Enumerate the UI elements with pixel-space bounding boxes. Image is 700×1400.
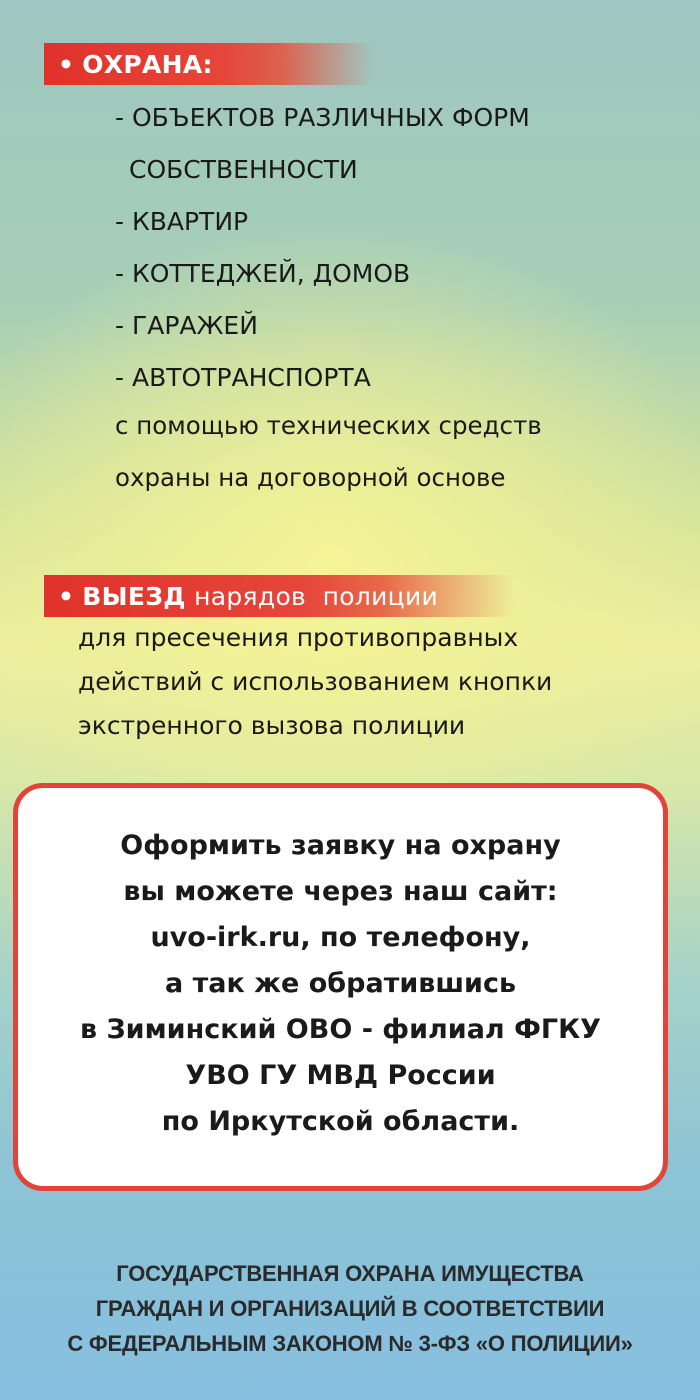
dispatch-heading-bar [44,575,514,617]
contact-box [13,783,668,1191]
contact-line: УВО ГУ МВД России [185,1060,496,1091]
dispatch-heading-strong: ВЫЕЗД [82,581,186,611]
contact-line: в Зиминский ОВО - филиал ФГКУ [80,1014,601,1045]
contact-line: вы можете через наш сайт: [123,876,558,907]
list-item: - КВАРТИР [115,207,249,236]
guard-heading-bar [44,43,374,85]
dispatch-description [78,616,678,748]
bullet-icon: • [58,49,75,79]
dispatch-heading-rest: нарядов полиции [185,581,439,611]
footer-line: ГРАЖДАН И ОРГАНИЗАЦИЙ В СООТВЕТСТВИИ [95,1296,605,1321]
list-item: - ГАРАЖЕЙ [115,311,258,340]
bullet-icon: • [58,581,75,611]
footer-line: С ФЕДЕРАЛЬНЫМ ЗАКОНОМ № 3-ФЗ «О ПОЛИЦИИ» [67,1331,633,1356]
list-item: СОБСТВЕННОСТИ [129,155,358,184]
footer-line: ГОСУДАРСТВЕННАЯ ОХРАНА ИМУЩЕСТВА [116,1261,584,1286]
contact-line: а так же обратившись [164,968,517,999]
list-item: - КОТТЕДЖЕЙ, ДОМОВ [115,259,411,288]
footer-legal-text [0,1256,700,1361]
dispatch-line: экстренного вызова полиции [78,711,466,740]
guard-heading: ОХРАНА: [82,49,213,79]
dispatch-line: действий с использованием кнопки [78,667,553,696]
list-item: - ОБЪЕКТОВ РАЗЛИЧНЫХ ФОРМ [115,103,530,132]
guard-note [115,400,675,504]
guard-note-line: охраны на договорной основе [115,463,506,492]
guard-list [115,92,675,404]
list-item: - АВТОТРАНСПОРТА [115,363,371,392]
contact-line: Оформить заявку на охрану [120,830,561,861]
guard-note-line: с помощью технических средств [115,411,542,440]
dispatch-line: для пресечения противоправных [78,623,519,652]
contact-line-website: uvo-irk.ru, по телефону, [150,922,531,953]
contact-line: по Иркутской области. [161,1106,520,1137]
